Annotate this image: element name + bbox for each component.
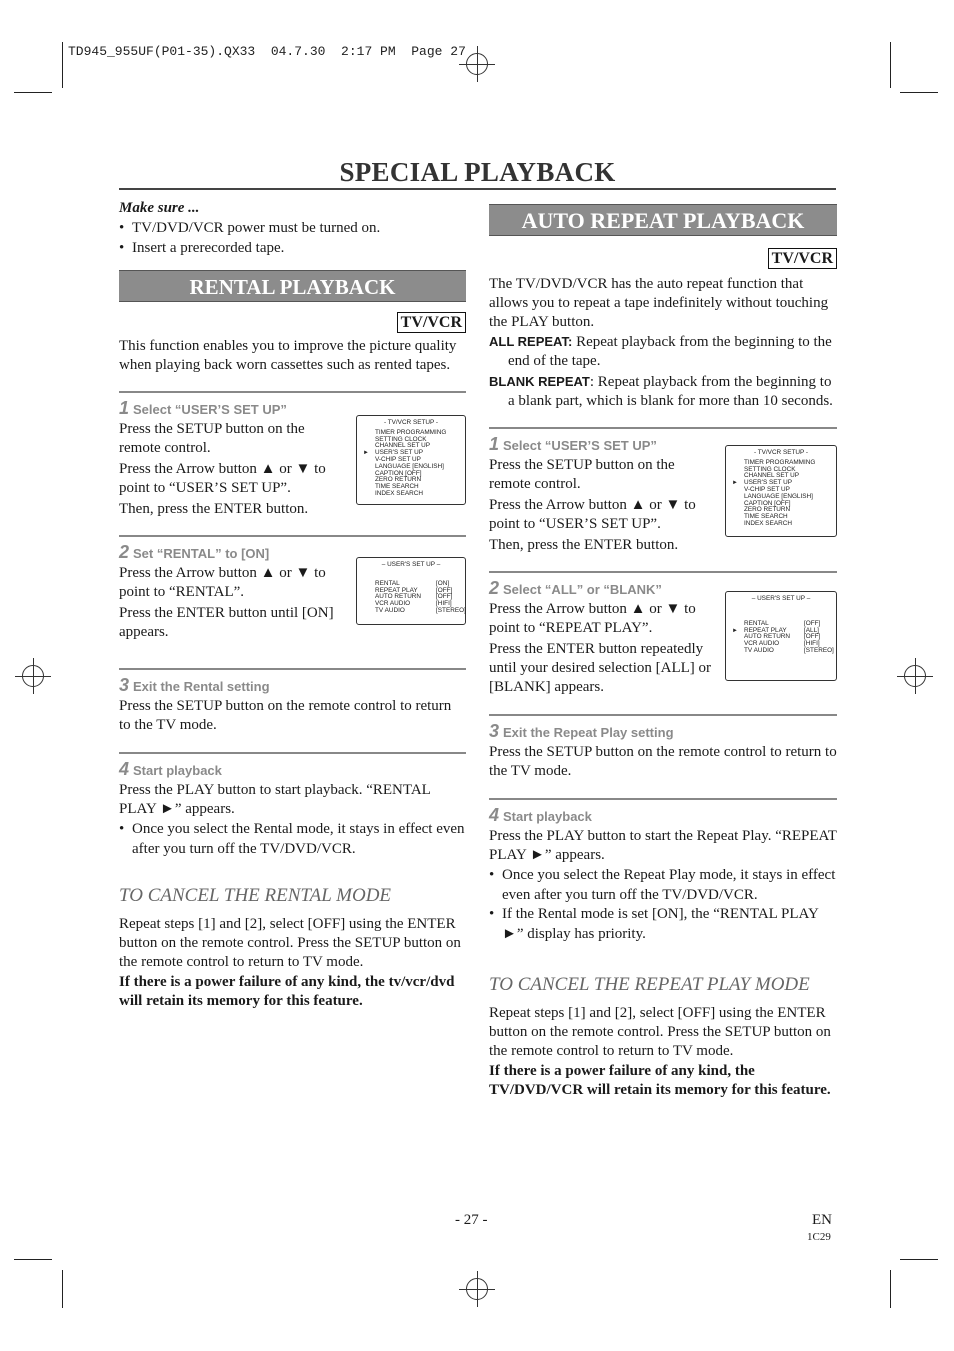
osd-item-value: [OFF]	[804, 619, 821, 627]
osd-item-label: REPEAT PLAY	[375, 586, 418, 594]
osd-item: CAPTION [OFF]	[744, 499, 791, 507]
auto-repeat-column	[489, 204, 837, 1100]
step-1	[119, 399, 466, 519]
osd-item-value: [ON]	[436, 579, 450, 587]
step-text	[119, 564, 351, 642]
print-file-header: TD945_955UF(P01-35).QX33 04.7.30 2:17 PM Page 27	[68, 44, 466, 59]
crop-mark	[900, 92, 938, 93]
osd-item-label: VCR AUDIO	[744, 640, 780, 648]
osd-item-label: USER'S SET UP	[375, 449, 423, 457]
osd-item: CHANNEL SET UP	[375, 442, 431, 450]
step-paragraph: Press the ENTER button repeatedly until your desired selection [ALL] or [BLANK] appears.	[489, 641, 712, 695]
osd-item: ZERO RETURN	[744, 506, 791, 514]
all-repeat-term: ALL REPEAT:	[489, 334, 573, 349]
step-paragraph: Press the SETUP button on the remote control to return to the TV mode.	[119, 698, 452, 733]
note-list	[119, 820, 466, 859]
blank-repeat-definition	[489, 372, 837, 411]
osd-title: – USER'S SET UP –	[751, 595, 811, 602]
step-text	[119, 420, 339, 519]
tv-vcr-badge: TV/VCR	[397, 312, 466, 333]
osd-users-setup	[356, 557, 466, 625]
step-divider	[119, 752, 466, 754]
step-paragraph: Press the Arrow button ▲ or ▼ to point to “REPEAT PLAY”.	[489, 601, 696, 636]
osd-item-value: [HIFI]	[436, 600, 452, 608]
all-repeat-definition	[489, 332, 837, 371]
osd-title: - TV/VCR SETUP -	[753, 449, 809, 456]
osd-item: TIME SEARCH	[375, 483, 419, 491]
step-title: Select “USER’S SET UP”	[503, 438, 657, 453]
list-item: • Once you select the Rental mode, it stays in effect even after you turn off the TV/DVD/VCR.	[119, 820, 466, 859]
repeat-definitions	[489, 332, 837, 411]
osd-item-label: VCR AUDIO	[375, 600, 411, 608]
step-number: 3	[489, 721, 500, 741]
step-paragraph: Press the SETUP button on the remote control.	[119, 421, 305, 456]
osd-item: CHANNEL SET UP	[744, 472, 800, 480]
rental-column	[119, 200, 466, 1011]
cancel-repeat-heading: TO CANCEL THE REPEAT PLAY MODE	[489, 974, 810, 995]
step-number: 2	[119, 542, 130, 562]
pointer-icon: ►	[732, 627, 738, 634]
osd-item-label: RENTAL	[375, 579, 400, 587]
list-item: • TV/DVD/VCR power must be turned on.	[119, 219, 466, 239]
osd-item: TIMER PROGRAMMING	[375, 428, 447, 436]
osd-tv-vcr-setup	[356, 415, 466, 505]
step-title: Start playback	[503, 809, 592, 824]
osd-title: – USER'S SET UP –	[381, 561, 441, 568]
document-code: 1C29	[807, 1231, 831, 1243]
osd-item-label: TV AUDIO	[375, 606, 405, 614]
step-title: Select “ALL” or “BLANK”	[503, 582, 662, 597]
step-divider	[489, 427, 837, 429]
osd-item-value: [HIFI]	[804, 640, 820, 648]
osd-item: TIME SEARCH	[744, 513, 788, 521]
page-number: - 27 -	[455, 1212, 488, 1228]
badge-row	[119, 312, 466, 336]
crop-mark	[62, 42, 63, 88]
step-heading	[119, 676, 466, 696]
step-number: 1	[119, 398, 130, 418]
badge-row	[489, 248, 837, 272]
list-item: • If the Rental mode is set [ON], the “RENTAL PLAY ►” display has priority.	[489, 905, 837, 944]
osd-item-label: AUTO RETURN	[744, 633, 791, 641]
step-divider	[489, 798, 837, 800]
step-heading	[489, 722, 837, 742]
step-paragraph: Press the PLAY button to start playback. “RENTAL PLAY ►” appears.	[119, 782, 431, 817]
tv-vcr-badge: TV/VCR	[768, 248, 837, 269]
make-sure-label: Make sure ...	[119, 200, 200, 216]
osd-item-label: REPEAT PLAY	[744, 626, 787, 634]
step-number: 2	[489, 578, 500, 598]
osd-item-value: [OFF]	[436, 586, 453, 594]
rental-section-title: RENTAL PLAYBACK	[119, 270, 466, 302]
crop-mark	[14, 1259, 52, 1260]
step-divider	[119, 668, 466, 670]
cancel-rental-heading: TO CANCEL THE RENTAL MODE	[119, 885, 392, 906]
title-rule	[119, 188, 836, 190]
all-repeat-text: Repeat playback from the beginning to the end of the tape.	[508, 334, 832, 369]
step-paragraph: Press the SETUP button on the remote control.	[489, 457, 675, 492]
step-divider	[489, 571, 837, 573]
osd-item	[361, 606, 466, 615]
step-divider	[119, 535, 466, 537]
rental-intro: This function enables you to improve the picture quality when playing back worn cassettes such as rented tapes.	[119, 338, 457, 373]
osd-item-label: USER'S SET UP	[744, 479, 792, 487]
auto-repeat-intro: The TV/DVD/VCR has the auto repeat function that allows you to repeat a tape indefinitely without touching the PLAY button.	[489, 276, 829, 330]
osd-item-value: [STEREO]	[436, 606, 466, 614]
step-title: Exit the Rental setting	[133, 679, 270, 694]
osd-item: LANGUAGE [ENGLISH]	[744, 492, 813, 500]
crop-mark	[890, 42, 891, 88]
note-list	[489, 866, 837, 944]
step-heading	[119, 760, 466, 780]
step-paragraph: Press the ENTER button until [ON] appears.	[119, 605, 334, 640]
osd-item: SETTING CLOCK	[744, 465, 796, 473]
step-divider	[489, 714, 837, 716]
step-title: Select “USER’S SET UP”	[133, 402, 287, 417]
step-title: Set “RENTAL” to [ON]	[133, 546, 270, 561]
step-paragraph: Press the Arrow button ▲ or ▼ to point to “USER’S SET UP”.	[119, 461, 326, 496]
osd-item-value: [STEREO]	[804, 646, 834, 654]
step-paragraph: Press the SETUP button on the remote control to return to the TV mode.	[489, 744, 837, 779]
crop-mark	[62, 1270, 63, 1308]
osd-tv-vcr-setup	[725, 445, 837, 537]
step-paragraph: Then, press the ENTER button.	[119, 501, 309, 517]
osd-item-label: TV AUDIO	[744, 646, 774, 654]
registration-mark-icon	[466, 53, 488, 75]
step-4	[119, 760, 466, 859]
osd-item-label: AUTO RETURN	[375, 593, 422, 601]
step-paragraph: Press the PLAY button to start the Repeat Play. “REPEAT PLAY ►” appears.	[489, 828, 837, 863]
blank-repeat-term: BLANK REPEAT	[489, 374, 590, 389]
auto-repeat-section-title: AUTO REPEAT PLAYBACK	[489, 204, 837, 236]
step-paragraph: Press the Arrow button ▲ or ▼ to point to “USER’S SET UP”.	[489, 497, 696, 532]
list-item: • Once you select the Repeat Play mode, it stays in effect even after you turn off the TV/DVD/VCR.	[489, 866, 837, 905]
step-3	[489, 722, 837, 781]
step-title: Exit the Repeat Play setting	[503, 725, 674, 740]
step-4	[489, 806, 837, 944]
osd-item-value: [OFF]	[436, 593, 453, 601]
step-title: Start playback	[133, 763, 222, 778]
pointer-icon: ►	[363, 450, 369, 457]
registration-mark-icon	[466, 1278, 488, 1300]
registration-mark-icon	[904, 665, 926, 687]
step-number: 3	[119, 675, 130, 695]
osd-item: TIMER PROGRAMMING	[744, 458, 816, 466]
registration-mark-icon	[22, 665, 44, 687]
step-paragraph: Then, press the ENTER button.	[489, 537, 679, 553]
osd-item-value: [OFF]	[804, 633, 821, 641]
step-text	[489, 456, 711, 555]
blank-repeat-text: : Repeat playback from the beginning to a blank part, which is blank for more than 10 seconds.	[508, 374, 833, 409]
osd-title: - TV/VCR SETUP -	[383, 419, 439, 426]
step-paragraph: Press the Arrow button ▲ or ▼ to point to “RENTAL”.	[119, 565, 326, 600]
step-2	[489, 579, 837, 697]
step-divider	[119, 391, 466, 393]
osd-item: CAPTION [OFF]	[375, 469, 422, 477]
osd-item: LANGUAGE [ENGLISH]	[375, 462, 444, 470]
step-heading	[489, 806, 837, 826]
crop-mark	[890, 1270, 891, 1308]
crop-mark	[900, 1259, 938, 1260]
step-1	[489, 435, 837, 555]
step-text	[489, 600, 721, 697]
cancel-rental-text: Repeat steps [1] and [2], select [OFF] using the ENTER button on the remote control. Press the SETUP button on the remote control to return to TV mode.	[119, 916, 461, 970]
osd-item: V-CHIP SET UP	[744, 485, 790, 493]
step-2	[119, 543, 466, 642]
osd-item: ZERO RETURN	[375, 476, 422, 484]
osd-item: V-CHIP SET UP	[375, 455, 421, 463]
language-code: EN	[812, 1212, 832, 1228]
step-number: 1	[489, 434, 500, 454]
osd-users-setup	[725, 591, 837, 681]
power-failure-note: If there is a power failure of any kind, the TV/DVD/VCR will retain its memory for this feature.	[489, 1063, 831, 1098]
pointer-icon: ►	[732, 480, 738, 487]
osd-item: SETTING CLOCK	[375, 435, 427, 443]
page-title: SPECIAL PLAYBACK	[339, 157, 616, 187]
step-number: 4	[489, 805, 500, 825]
prereq-list	[119, 219, 466, 258]
step-3	[119, 676, 466, 735]
power-failure-note: If there is a power failure of any kind, the tv/vcr/dvd will retain its memory for this feature.	[119, 974, 455, 1009]
step-number: 4	[119, 759, 130, 779]
osd-item-label: RENTAL	[744, 619, 769, 627]
osd-item-value: [ALL]	[804, 626, 819, 634]
crop-mark	[14, 92, 52, 93]
osd-item: INDEX SEARCH	[375, 489, 423, 497]
list-item: • Insert a prerecorded tape.	[119, 239, 466, 259]
osd-item: INDEX SEARCH	[744, 519, 792, 527]
osd-item	[730, 648, 832, 655]
cancel-repeat-text: Repeat steps [1] and [2], select [OFF] using the ENTER button on the remote control. Press the SETUP button on the remote control to return to TV mode.	[489, 1005, 831, 1059]
